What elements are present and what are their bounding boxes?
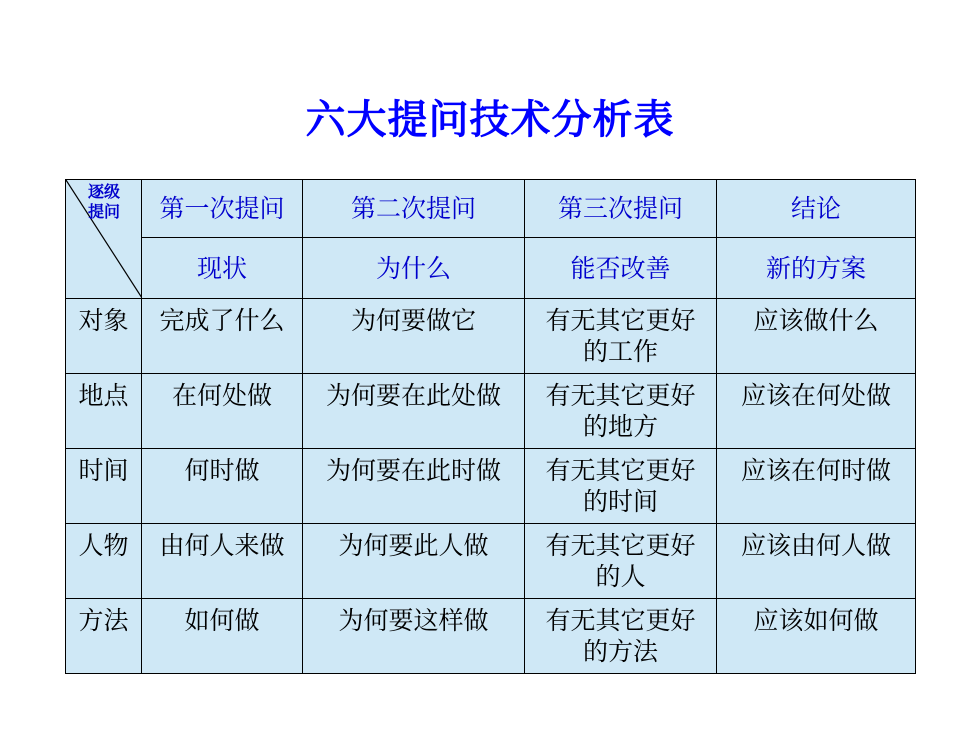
cell-improve [525,524,717,599]
row-label: 人物 [66,524,142,599]
cell-improve [525,374,717,449]
cell-improve [525,449,717,524]
analysis-table [65,179,916,674]
cell-conclusion: 应该如何做 [717,599,916,674]
header-new-plan: 新的方案 [717,238,916,299]
row-label: 方法 [66,599,142,674]
cell-improve-line1: 有无其它更好 [545,606,696,635]
cell-current: 何时做 [142,449,303,524]
cell-improve-line2: 的方法 [582,637,658,666]
cell-conclusion: 应该在何时做 [717,449,916,524]
cell-improve [525,299,717,374]
cell-why: 为何要在此处做 [303,374,525,449]
corner-label-line2: 提问 [88,202,121,221]
cell-current: 在何处做 [142,374,303,449]
table-row [66,374,916,449]
header-conclusion: 结论 [717,180,916,238]
cell-current: 完成了什么 [142,299,303,374]
table-row [66,524,916,599]
cell-conclusion: 应该做什么 [717,299,916,374]
corner-cell [66,180,142,299]
table-header-row-1 [66,180,916,238]
row-label: 时间 [66,449,142,524]
table-header-row-2 [66,238,916,299]
cell-why: 为何要在此时做 [303,449,525,524]
cell-why: 为何要此人做 [303,524,525,599]
page-title: 六大提问技术分析表 [305,97,675,143]
cell-current: 如何做 [142,599,303,674]
cell-current: 由何人来做 [142,524,303,599]
table-row [66,599,916,674]
table-row [66,299,916,374]
row-label: 对象 [66,299,142,374]
cell-improve-line1: 有无其它更好 [545,531,696,560]
cell-conclusion: 应该由何人做 [717,524,916,599]
header-why: 为什么 [303,238,525,299]
corner-label-line1: 逐级 [88,182,121,201]
cell-improve-line2: 的地方 [582,412,658,441]
header-status: 现状 [142,238,303,299]
cell-improve-line2: 的工作 [582,337,658,366]
cell-why: 为何要这样做 [303,599,525,674]
cell-why: 为何要做它 [303,299,525,374]
cell-improve [525,599,717,674]
header-first-question: 第一次提问 [142,180,303,238]
header-third-question: 第三次提问 [525,180,717,238]
cell-improve-line1: 有无其它更好 [545,306,696,335]
header-improve: 能否改善 [525,238,717,299]
header-second-question: 第二次提问 [303,180,525,238]
cell-improve-line1: 有无其它更好 [545,381,696,410]
table-row [66,449,916,524]
cell-improve-line2: 的时间 [582,487,658,516]
cell-improve-line2: 的人 [595,562,646,591]
cell-improve-line1: 有无其它更好 [545,456,696,485]
row-label: 地点 [66,374,142,449]
cell-conclusion: 应该在何处做 [717,374,916,449]
corner-label [88,182,120,222]
